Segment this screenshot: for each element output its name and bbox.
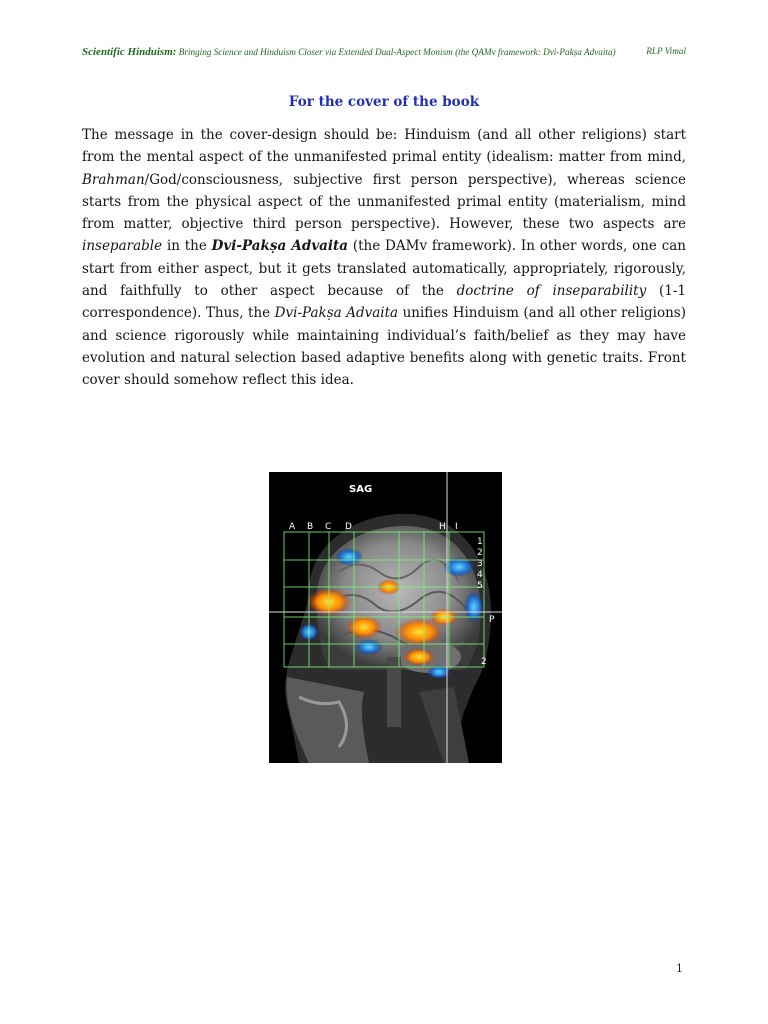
page-title: For the cover of the book [288,94,480,110]
text-run: The message in the cover-design should be: Hinduism (and all other religions) start from the mental aspect of the unmanifested primal entity (idealism: matter from mind, [82,127,686,166]
row-label: 5 [477,581,483,591]
header-author: RLP Vimal [646,46,686,56]
page-number: 1 [676,962,683,975]
row-label: 3 [477,559,483,569]
column-label: H [439,522,446,532]
column-label: D [345,522,352,532]
activation-hot [346,615,382,639]
activation-cold [335,548,363,566]
text-run: unifies Hinduism (and all other religions) and science rigorously while maintaining individual’s faith/belief as they may have evolution and natural selection based adaptive benefits along with genetic traits. Front cover should somehow reflect this idea. [82,305,686,389]
text-run-italic: Brahman [82,171,145,188]
row-label: 1 [477,537,483,547]
text-run-bold-italic: Dvi-Pakṣa Advaita [211,238,349,255]
row-label: P [489,615,495,625]
text-run-italic: Dvi-Pakṣa Advaita [274,305,399,322]
text-run-italic: inseparable [82,238,163,255]
text-run: in the [162,238,212,255]
column-label: B [307,522,314,532]
row-label: 2 [481,657,487,667]
mri-image [269,472,502,763]
row-label: 2 [477,548,483,558]
activation-cold [355,639,383,655]
body-paragraph [82,124,686,392]
mri-sagittal-figure [269,472,502,763]
header-brand: Scientific Hinduism: [82,46,177,58]
text-run: (1-1 correspondence). Thus, the [82,283,686,322]
column-label: I [455,522,458,532]
text-run: /God/consciousness, subjective first person perspective), whereas science starts from the physical aspect of the unmanifested primal entity (materialism, mind from matter, objective third person perspective). However, these two aspects are [82,171,686,233]
activation-hot [403,648,435,666]
view-label: SAG [349,484,373,495]
column-label: A [289,522,296,532]
activation-cold [464,591,484,623]
row-label: 4 [477,570,483,580]
running-header [82,46,686,62]
column-label: C [325,522,332,532]
text-run: (the DAMv framework). In other words, one can start from either aspect, but it gets translated automatically, appropriately, rigorously, and faithfully to other aspect because of the [82,238,686,300]
text-run-italic: doctrine of inseparability [456,283,647,300]
header-subtitle: Bringing Science and Hinduism Closer via Extended Dual-Aspect Monism (the QAMv framework: Dvi-Pakṣa Advaita) [178,47,616,57]
